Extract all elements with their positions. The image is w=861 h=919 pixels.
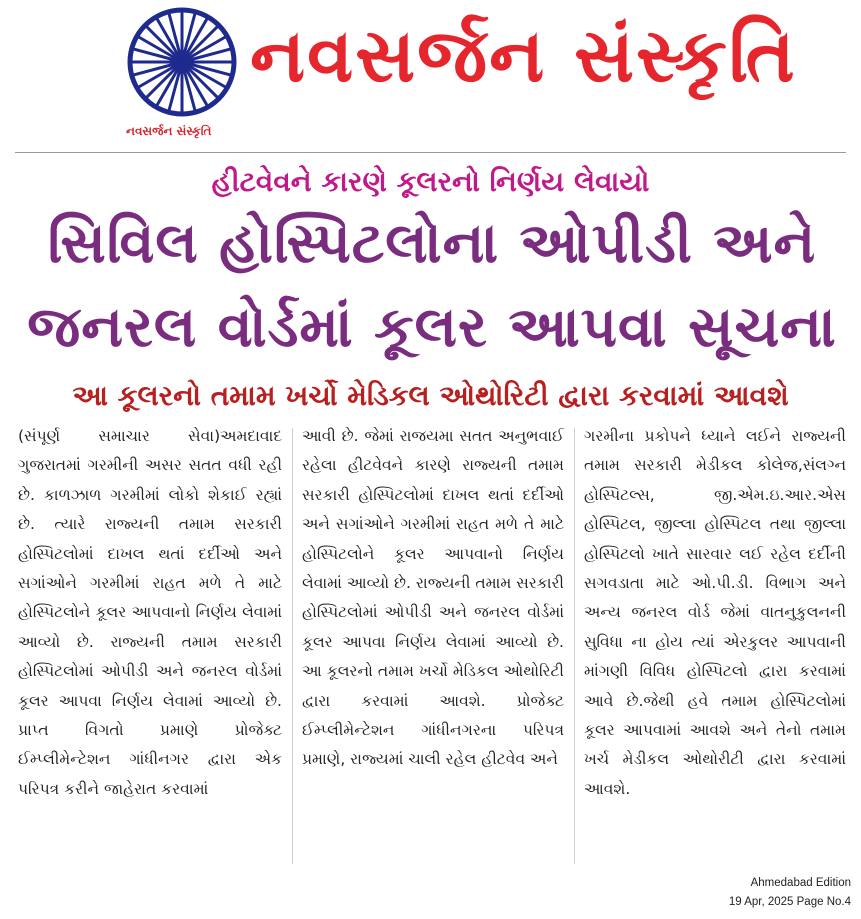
article-kicker: હીટવેવને કારણે કૂલરનો નિર્ણય લેવાયો [211,165,650,198]
edition-date-page: 19 Apr, 2025 Page No.4 [728,896,851,908]
edition-footer [729,874,851,912]
article-column-1: (સંપૂર્ણ સમાચાર સેવા)અમદાવાદ ગુજરાતમાં ગરમીની અસર સતત વધી રહી છે. કાળઝાળ ગરમીમાં લોકો શેકાઈ રહ્યાં છે. ત્યારે રાજ્યની તમામ સરકારી હોસ્પિટલોમાં દાખલ થતાં દર્દીઓ અને સગાંઓને ગરમીમાં રાહત મળે તે માટે હોસ્પિટલોને કૂલર આપવાનો નિર્ણય લેવામાં આવ્યો છે. રાજ્યની તમામ સરકારી હોસ્પિટલોમાં ઓપીડી અને જનરલ વોર્ડમાં કૂલર આપવા નિર્ણય લેવામાં આવ્યો છે. પ્રાપ્ત વિગતો પ્રમાણે પ્રોજેક્ટ ઈમ્પ્લીમેન્ટેશન ગાંધીનગર દ્વારા એક પરિપત્ર કરીને જાહેરાત કરવામાં [18,427,282,798]
ashoka-chakra-icon [126,6,238,118]
masthead [0,0,861,150]
edition-name: Ahmedabad Edition [750,877,851,889]
article-subhead: આ કૂલરનો તમામ ખર્ચો મેડિકલ ઓથોરિટી દ્વારા કરવામાં આવશે [72,379,789,412]
column-divider [574,428,575,864]
article-body [18,422,846,867]
article-column-3: ગરમીના પ્રકોપને ધ્યાને લઈને રાજ્યની તમામ સરકારી મેડીકલ કોલેજ,સંલગ્ન હોસ્પિટલ્સ, જી.એમ.ઇ.આર.એસ હોસ્પિટલ, જીલ્લા હોસ્પિટલ તથા જીલ્લા હોસ્પિટલો ખાતે સારવાર લઈ રહેલ દર્દીની સગવડાતા માટે ઓ.પી.ડી. વિભાગ અને અન્ય જનરલ વોર્ડ જેમાં વાતનુકુલનની સુવિધા ના હોય ત્યાં એરકુલર આપવાની માંગણી વિવિધ હોસ્પિટલો દ્વારા કરવામાં આવે છે.જેથી હવે તમામ હોસ્પિટલોમાં કૂલર આપવામાં આવશે અને તેનો તમામ ખર્ચ મેડીકલ ઓથોરીટી દ્વારા કરવામાં આવશે. [584,427,846,798]
column-divider [292,428,293,864]
headline-line-1: સિવિલ હોસ્પિટલોના ઓપીડી અને [47,211,817,276]
article-column-2: આવી છે. જેમાં રાજયમા સતત અનુભવાઈ રહેલા હીટવેવને કારણે રાજ્યની તમામ સરકારી હોસ્પિટલોમાં દાખલ થતાં દર્દીઓ અને સગાંઓને ગરમીમાં રાહત મળે તે માટે હોસ્પિટલોને કૂલર આપવાનો નિર્ણય લેવામાં આવ્યો છે. રાજ્યની તમામ સરકારી હોસ્પિટલોમાં ઓપીડી અને જનરલ વોર્ડમાં કૂલર આપવા નિર્ણય લેવામાં આવ્યો છે. આ કૂલરનો તમામ ખર્ચો મેડિકલ ઓથોરિટી દ્વારા કરવામાં આવશે. પ્રોજેક્ટ ઈમ્પ્લીમેન્ટેશન ગાંધીનગરના પરિપત્ર પ્રમાણે, રાજ્યમાં ચાલી રહેલ હીટવેવ અને [302,427,564,769]
headline-line-2: જનરલ વોર્ડમાં કૂલર આપવા સૂચના [27,295,837,360]
newspaper-title: નવસર્જન સંસ્કૃતિ [250,13,797,99]
logo-caption: નવસર્જન સંસ્કૃતિ [126,124,212,138]
masthead-divider [15,152,846,153]
